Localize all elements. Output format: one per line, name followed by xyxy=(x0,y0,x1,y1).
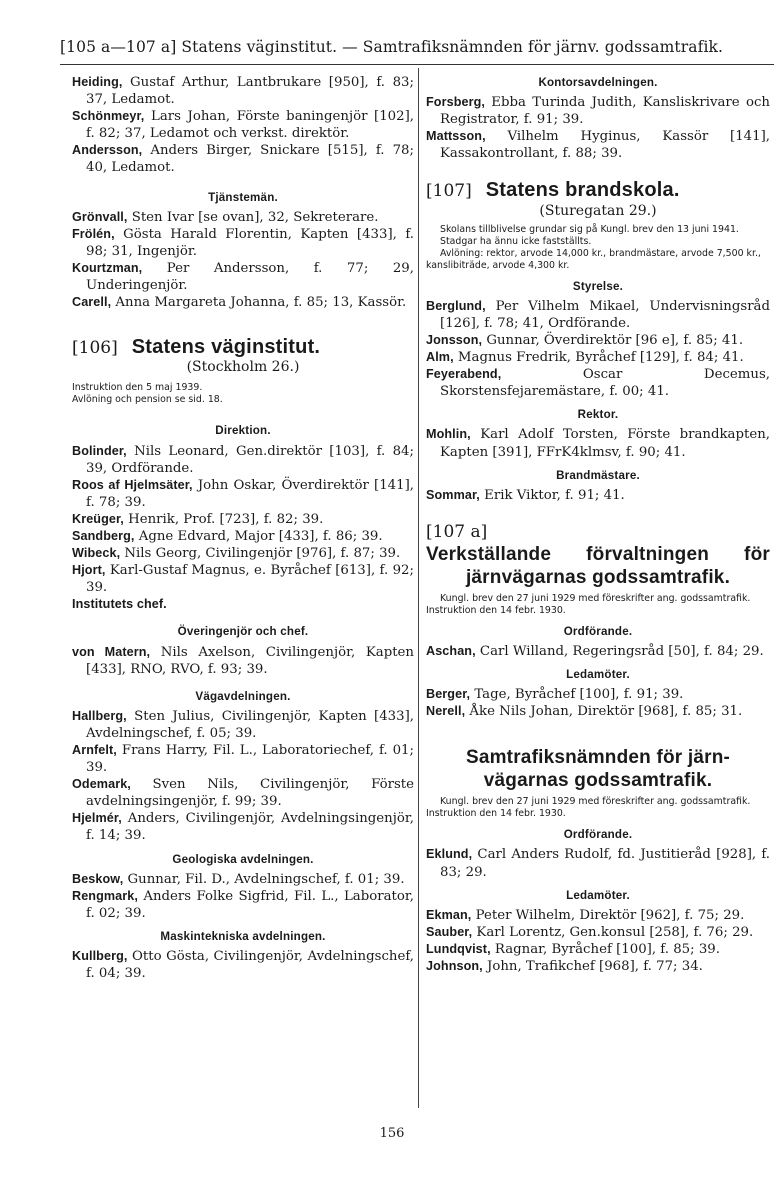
entry xyxy=(72,742,414,776)
entry-text: Per Vilhelm Mikael, Undervisningsråd [126], f. 78; 41, Ordförande. xyxy=(440,298,770,331)
section-107a xyxy=(426,521,770,617)
entry-list xyxy=(426,298,770,401)
entry-text: Sven Nils, Civilingenjör, Förste avdelningsingenjör, f. 99; 39. xyxy=(86,777,414,810)
entry-list xyxy=(426,426,770,460)
entry-text: Nils Leonard, Gen.direktör [103], f. 84; 39, Ordförande. xyxy=(86,443,414,476)
section-heading: Vägavdelningen. xyxy=(195,689,291,703)
entry-name: Mohlin, xyxy=(426,427,471,442)
entry-name: Ekman, xyxy=(426,907,472,922)
entry-text: Frans Harry, Fil. L., Laboratoriechef, f. 01; 39. xyxy=(86,743,414,776)
entry-name: Forsberg, xyxy=(426,95,485,110)
entry-text: Anders, Civilingenjör, Avdelningsingenjör, f. 14; 39. xyxy=(86,811,414,844)
entry-list xyxy=(72,443,414,614)
entry-list xyxy=(426,686,770,720)
section-heading: Ledamöter. xyxy=(566,668,630,682)
entry-list xyxy=(426,907,770,975)
section-heading: Ordförande. xyxy=(563,624,633,638)
note-line: Avlöning: rektor, arvode 14,000 kr., brandmästare, arvode 7,500 kr., kanslibiträde, arvode 4,300 kr. xyxy=(426,247,761,271)
section-title: Statens brandskola. xyxy=(485,179,680,202)
entry xyxy=(72,142,414,176)
entry-text: John Oskar, Överdirektör [141], f. 78; 39. xyxy=(86,477,414,510)
entry-name: Sandberg, xyxy=(72,528,135,543)
note-line: Instruktion den 5 maj 1939. xyxy=(72,382,203,394)
entry-text: Nils Axelson, Civilingenjör, Kapten [433], RNO, RVO, f. 93; 39. xyxy=(86,644,414,677)
section-note: Kungl. brev den 27 juni 1929 med föreskrifter ang. godssamtrafik. Instruktion den 14 febr. 1930. xyxy=(426,592,751,616)
entry-name: Johnson, xyxy=(426,959,483,973)
entry-text: Per Andersson, f. 77; 29, Underingenjör. xyxy=(86,260,414,294)
title-line: Verkställande förvaltningen för xyxy=(426,543,770,565)
entry-name: von Matern, xyxy=(72,644,151,659)
entry-text: Gustaf Arthur, Lantbrukare [950], f. 83; 37, Ledamot. xyxy=(86,75,414,108)
entry-list xyxy=(72,948,414,982)
section-note xyxy=(426,224,770,272)
entry-text: Gösta Harald Florentin, Kapten [433], f. 98; 31, Ingenjör. xyxy=(86,226,414,259)
entry-text: John, Trafikchef [968], f. 77; 34. xyxy=(482,959,703,974)
entry-name: Jonsson, xyxy=(426,332,483,347)
entry-text: Sten Julius, Civilingenjör, Kapten [433], Avdelningschef, f. 05; 39. xyxy=(86,708,414,741)
entry-list xyxy=(426,94,770,162)
title-line: järnvägarnas godssamtrafik. xyxy=(465,566,731,588)
entry-name: Berglund, xyxy=(426,298,486,313)
entry xyxy=(72,948,414,982)
entry-text: Henrik, Prof. [723], f. 82; 39. xyxy=(123,511,324,527)
entry-name: Arnfelt, xyxy=(72,743,117,757)
entry-name: Heiding, xyxy=(72,75,123,89)
header-rule xyxy=(60,64,774,65)
entry-name: Frölén, xyxy=(72,226,115,241)
entry xyxy=(426,426,770,460)
section-heading: Kontorsavdelningen. xyxy=(538,76,658,89)
section-107 xyxy=(426,179,770,271)
entry-list xyxy=(426,846,770,880)
entry-list xyxy=(72,209,414,312)
entry-text: Tage, Byråchef [100], f. 91; 39. xyxy=(470,687,684,703)
section-title: Statens väginstitut. xyxy=(131,336,321,359)
entry xyxy=(72,528,414,545)
title-line: vägarnas godssamtrafik. xyxy=(483,770,713,792)
entry-text: Anders Folke Sigfrid, Fil. L., Laborator, f. 02; 39. xyxy=(86,888,414,921)
entry xyxy=(72,260,414,294)
entry xyxy=(426,298,770,332)
section-title xyxy=(426,746,770,792)
section-heading: Tjänstemän. xyxy=(208,190,278,204)
entry-text: Carl Willand, Regeringsråd [50], f. 84; 29. xyxy=(475,643,764,659)
section-heading: Ledamöter. xyxy=(566,888,630,902)
entry-text: Nils Georg, Civilingenjör [976], f. 87; 39. xyxy=(120,546,401,562)
note-line: Skolans tillblivelse grundar sig på Kungl. brev den 13 juni 1941. xyxy=(440,223,739,235)
entry-text: Ragnar, Byråchef [100], f. 85; 39. xyxy=(490,941,720,957)
entry-name: Hjelmér, xyxy=(72,811,122,826)
entry xyxy=(426,846,770,880)
entry xyxy=(72,776,414,810)
entry xyxy=(72,596,414,613)
entry xyxy=(72,209,414,226)
entry-name: Rengmark, xyxy=(72,888,138,903)
entry-text: Gunnar, Fil. D., Avdelningschef, f. 01; 39. xyxy=(123,871,405,887)
entry-name: Kourtzman, xyxy=(72,260,143,275)
entry xyxy=(426,703,770,720)
entry-name: Mattsson, xyxy=(426,129,486,144)
section-note xyxy=(72,382,414,406)
entry-text: Otto Gösta, Civilingenjör, Avdelningschef, f. 04; 39. xyxy=(86,949,414,982)
entry xyxy=(72,871,414,888)
section-number: [106] xyxy=(72,338,118,359)
entry xyxy=(426,349,770,366)
section-heading: Direktion. xyxy=(215,424,271,438)
entry xyxy=(426,332,770,349)
entry-text: Anna Margareta Johanna, f. 85; 13, Kassör. xyxy=(111,295,407,311)
entry-name: Carell, xyxy=(72,295,112,310)
entry xyxy=(72,108,414,142)
entry-name: Hallberg, xyxy=(72,708,127,723)
entry-list xyxy=(426,643,770,660)
entry-name: Berger, xyxy=(426,687,471,702)
entry xyxy=(72,294,414,311)
note-line: Avlöning och pension se sid. 18. xyxy=(72,394,223,406)
entry-text: Magnus Fredrik, Byråchef [129], f. 84; 41. xyxy=(453,350,744,366)
entry xyxy=(426,924,770,941)
entry-text: Lars Johan, Förste baningenjör [102], f. 82; 37, Ledamot och verkst. direktör. xyxy=(86,109,414,142)
entry xyxy=(72,477,414,511)
section-samtrafik xyxy=(426,746,770,820)
entry-name: Andersson, xyxy=(72,143,143,158)
entry xyxy=(426,958,770,975)
entry xyxy=(426,907,770,924)
entry xyxy=(72,443,414,477)
entry xyxy=(72,708,414,742)
section-subtitle: (Stockholm 26.) xyxy=(186,359,300,376)
entry-name: Roos af Hjelmsäter, xyxy=(72,477,193,492)
entry-name: Feyerabend, xyxy=(426,367,502,382)
entry xyxy=(72,226,414,260)
entry-name: Wibeck, xyxy=(72,546,121,561)
section-heading: Geologiska avdelningen. xyxy=(172,852,314,866)
entry-text: Erik Viktor, f. 91; 41. xyxy=(479,487,625,503)
entry-name: Nerell, xyxy=(426,704,466,719)
entry-name: Institutets chef. xyxy=(72,597,167,612)
right-column xyxy=(426,74,770,975)
entry-name: Sommar, xyxy=(426,487,480,502)
entry-text: Ebba Turinda Judith, Kansliskrivare och Registrator, f. 91; 39. xyxy=(440,95,770,128)
page-number: 156 xyxy=(379,1126,405,1141)
section-heading: Ordförande. xyxy=(563,828,633,842)
running-header: [105 a—107 a] Statens väginstitut. — Samtrafiksnämnden för järnv. godssamtrafik. xyxy=(60,38,724,56)
entry-text: Karl-Gustaf Magnus, e. Byråchef [613], f. 92; 39. xyxy=(86,563,414,596)
section-subtitle: (Sturegatan 29.) xyxy=(539,202,657,219)
entry-text: Carl Anders Rudolf, fd. Justitieråd [928], f. 83; 29. xyxy=(440,847,770,880)
entry-name: Sauber, xyxy=(426,924,473,939)
entry-name: Kreüger, xyxy=(72,511,124,526)
section-106 xyxy=(72,336,414,406)
entry xyxy=(72,511,414,528)
entry-text: Karl Adolf Torsten, Förste brandkapten, Kapten [391], FFrK4klmsv, f. 90; 41. xyxy=(440,427,770,460)
section-heading: Styrelse. xyxy=(572,279,624,293)
section-note: Kungl. brev den 27 juni 1929 med föreskrifter ang. godssamtrafik. Instruktion den 14 febr. 1930. xyxy=(426,796,751,820)
entry-text: Agne Edvard, Major [433], f. 86; 39. xyxy=(134,528,383,544)
entry-text: Oscar Decemus, Skorstensfejaremästare, f. 00; 41. xyxy=(440,367,770,400)
entry xyxy=(426,941,770,958)
entry xyxy=(426,686,770,703)
entry-list xyxy=(72,871,414,922)
entry-text: Anders Birger, Snickare [515], f. 78; 40, Ledamot. xyxy=(86,143,414,176)
entry xyxy=(426,366,770,400)
entry-text: Karl Lorentz, Gen.konsul [258], f. 76; 29. xyxy=(472,924,754,940)
entry xyxy=(72,888,414,922)
section-number: [107 a] xyxy=(426,521,488,542)
entry xyxy=(72,644,414,678)
section-title xyxy=(426,543,770,589)
entry-text: Vilhelm Hyginus, Kassör [141], Kassakontrollant, f. 88; 39. xyxy=(440,129,770,162)
note-line: Stadgar ha ännu icke fastställts. xyxy=(440,235,592,247)
section-heading: Brandmästare. xyxy=(556,468,640,482)
section-heading: Rektor. xyxy=(577,408,619,422)
entry-text: Åke Nils Johan, Direktör [968], f. 85; 31. xyxy=(465,704,743,720)
entry xyxy=(72,810,414,844)
entry-name: Lundqvist, xyxy=(426,941,491,956)
entry-name: Schönmeyr, xyxy=(72,109,145,124)
left-column xyxy=(72,74,414,982)
entry xyxy=(426,128,770,162)
entry-list xyxy=(72,644,414,678)
entry-name: Eklund, xyxy=(426,847,473,862)
entry-name: Kullberg, xyxy=(72,949,128,964)
entry-text: Gunnar, Överdirektör [96 e], f. 85; 41. xyxy=(482,332,744,348)
section-heading: Överingenjör och chef. xyxy=(177,625,309,639)
entry-name: Hjort, xyxy=(72,563,106,578)
entry xyxy=(426,94,770,128)
entry-list xyxy=(72,708,414,845)
entry xyxy=(426,643,770,660)
entry xyxy=(72,545,414,562)
section-heading: Maskintekniska avdelningen. xyxy=(160,929,326,943)
entry-name: Bolinder, xyxy=(72,443,127,458)
column-divider xyxy=(418,68,419,1108)
entry-name: Grönvall, xyxy=(72,209,128,224)
entry-name: Alm, xyxy=(426,350,454,365)
entry xyxy=(72,562,414,596)
entry-text: Sten Ivar [se ovan], 32, Sekreterare. xyxy=(127,209,379,225)
entry-list xyxy=(426,487,770,504)
entry-text: Peter Wilhelm, Direktör [962], f. 75; 29. xyxy=(471,907,745,923)
section-number: [107] xyxy=(426,181,472,202)
entry-list xyxy=(72,74,414,177)
entry-name: Aschan, xyxy=(426,643,476,658)
entry-name: Beskow, xyxy=(72,871,124,886)
title-line: Samtrafiksnämnden för järn- xyxy=(465,747,731,769)
entry xyxy=(72,74,414,108)
entry xyxy=(426,487,770,504)
entry-name: Odemark, xyxy=(72,777,131,792)
